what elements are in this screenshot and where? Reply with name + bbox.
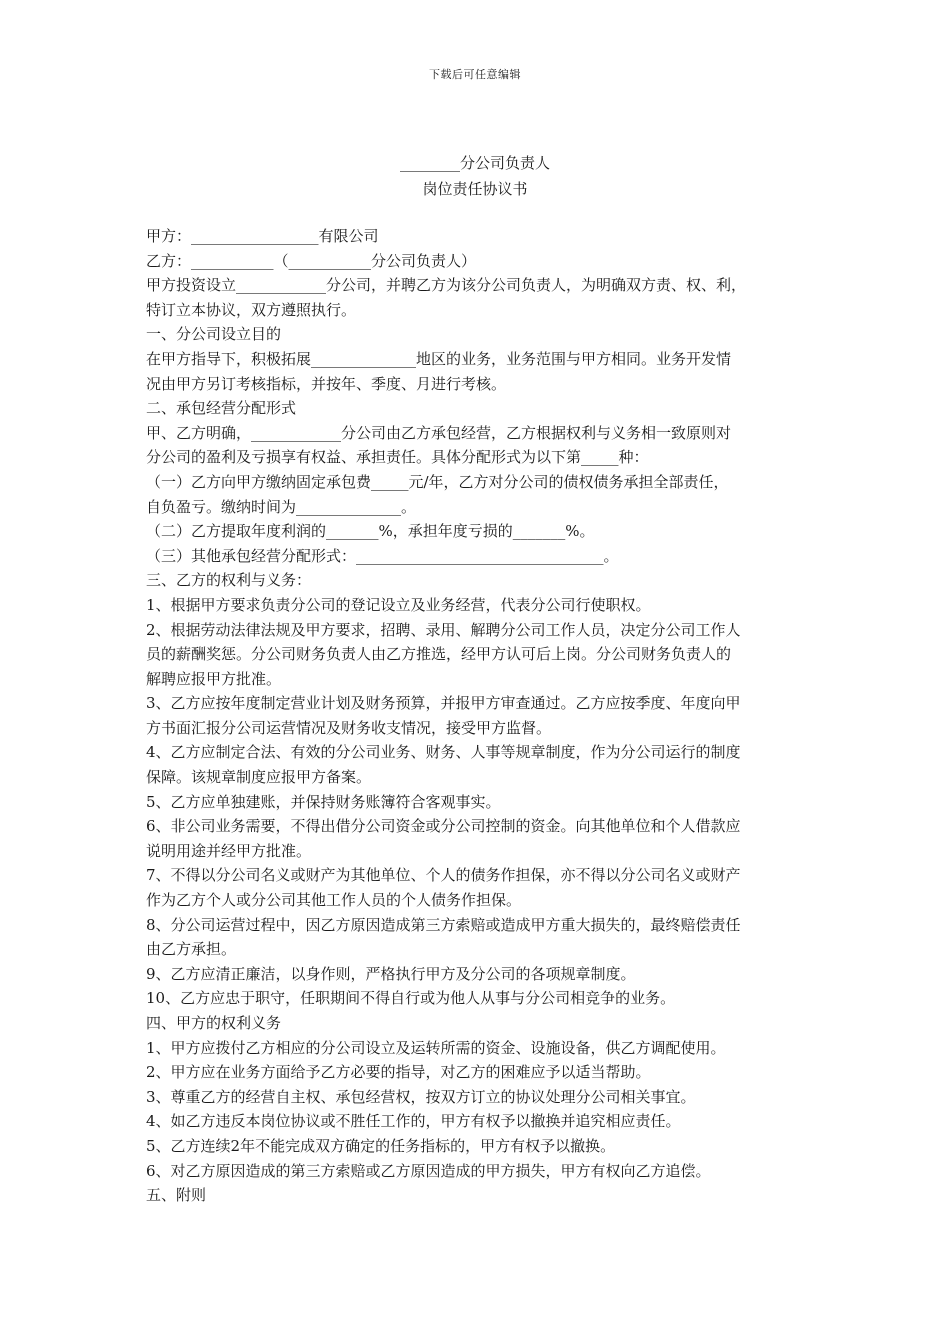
text-line: 员的薪酬奖惩。分公司财务负责人由乙方推选，经甲方认可后上岗。分公司财务负责人的 [146,645,732,664]
text-line: 分公司的盈利及亏损享有权益、承担责任。具体分配形式为以下第_____种： [146,448,649,467]
text-line: 方书面汇报分公司运营情况及财务收支情况，接受甲方监督。 [146,718,552,737]
text-line: 甲方：_________________有限公司 [146,227,379,245]
text-line: 2、根据劳动法律法规及甲方要求，招聘、录用、解聘分公司工作人员，决定分公司工作人 [146,620,741,639]
agreement-body [146,224,814,1208]
text-line: 四、甲方的权利义务 [146,1014,282,1032]
text-line: 由乙方承担。 [146,940,237,959]
text-line: 1、根据甲方要求负责分公司的登记设立及业务经营，代表分公司行使职权。 [146,595,651,614]
text-line: 自负盈亏。缴纳时间为______________。 [146,497,417,516]
text-line: （一）乙方向甲方缴纳固定承包费_____元/年，乙方对分公司的债权债务承担全部责任， [146,472,729,491]
text-line: 8、分公司运营过程中，因乙方原因造成第三方索赔或造成甲方重大损失的，最终赔偿责任 [146,915,741,934]
text-line: 3、尊重乙方的经营自主权、承包经营权，按双方订立的协议处理分公司相关事宜。 [146,1087,696,1106]
text-line: 5、乙方连续2年不能完成双方确定的任务指标的，甲方有权予以撤换。 [146,1136,616,1155]
text-line: 说明用途并经甲方批准。 [146,841,312,860]
text-line: 甲方投资设立____________分公司，并聘乙方为该分公司负责人，为明确双方责、权、利， [146,276,747,295]
title-line-2: 岗位责任协议书 [422,180,528,198]
text-line: 作为乙方个人或分公司其他工作人员的个人债务作担保。 [146,891,522,910]
text-line: 3、乙方应按年度制定营业计划及财务预算，并报甲方审查通过。乙方应按季度、年度向甲 [146,694,741,713]
text-line: （三）其他承包经营分配形式：_________________________________。 [146,546,619,565]
text-line: 二、承包经营分配形式 [146,399,297,418]
text-line: 7、不得以分公司名义或财产为其他单位、个人的债务作担保，亦不得以分公司名义或财产 [146,866,741,885]
text-line: 6、非公司业务需要，不得出借分公司资金或分公司控制的资金。向其他单位和个人借款应 [146,817,741,836]
header-note: 下载后可任意编辑 [429,68,521,81]
text-line: 2、甲方应在业务方面给予乙方必要的指导，对乙方的困难应予以适当帮助。 [146,1063,651,1082]
text-line: 5、乙方应单独建账，并保持财务账簿符合客观事实。 [146,792,501,811]
text-line: 五、附则 [146,1186,207,1205]
text-line: 4、如乙方违反本岗位协议或不胜任工作的，甲方有权予以撤换并追究相应责任。 [146,1112,681,1131]
text-line: 乙方：___________（___________分公司负责人） [146,251,477,270]
text-line: 保障。该规章制度应报甲方备案。 [146,768,372,787]
text-line: 甲、乙方明确，____________分公司由乙方承包经营，乙方根据权利与义务相一致原则对 [146,423,732,442]
text-line: 解聘应报甲方批准。 [146,669,282,688]
text-line: 1、甲方应拨付乙方相应的分公司设立及运转所需的资金、设施设备，供乙方调配使用。 [146,1038,726,1057]
text-line: 9、乙方应清正廉洁，以身作则，严格执行甲方及分公司的各项规章制度。 [146,964,636,983]
document-title [0,150,950,202]
text-line: 6、对乙方原因造成的第三方索赔或乙方原因造成的甲方损失，甲方有权向乙方追偿。 [146,1161,711,1180]
text-line: 4、乙方应制定合法、有效的分公司业务、财务、人事等规章制度，作为分公司运行的制度 [146,743,741,762]
text-line: 在甲方指导下，积极拓展______________地区的业务，业务范围与甲方相同。业务开发情 [146,349,732,368]
text-line: 况由甲方另订考核指标，并按年、季度、月进行考核。 [146,374,507,393]
text-line: 三、乙方的权利与义务： [146,571,312,590]
text-line: 特订立本协议，双方遵照执行。 [146,300,357,319]
title-line-1: ________分公司负责人 [399,154,550,172]
text-line: 一、分公司设立目的 [146,325,282,344]
text-line: 10、乙方应忠于职守，任职期间不得自行或为他人从事与分公司相竞争的业务。 [146,989,676,1008]
text-line: （二）乙方提取年度利润的_______%，承担年度亏损的_______%。 [146,522,595,541]
